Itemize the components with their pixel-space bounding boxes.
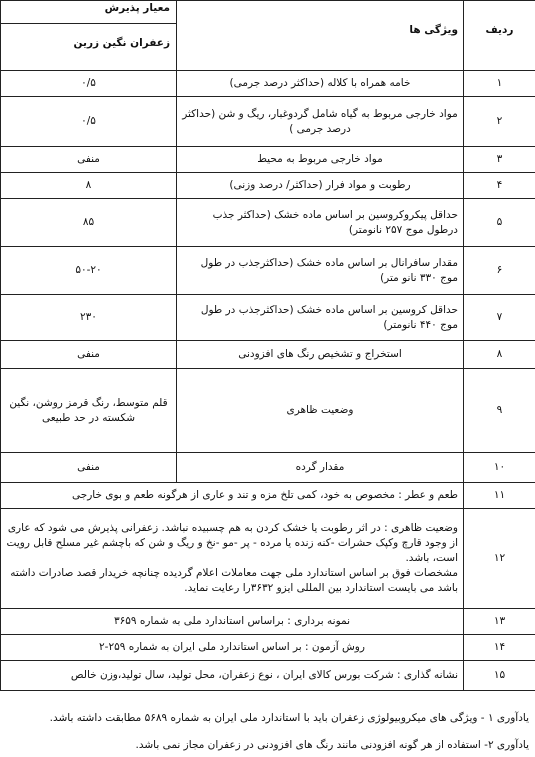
header-properties-label: ویژگی ها — [409, 24, 458, 36]
table-row — [1, 147, 535, 173]
table-row — [1, 173, 535, 199]
row-property: وضعیت ظاهری — [177, 369, 464, 453]
table-row — [1, 97, 535, 147]
row-number: ۵ — [464, 199, 535, 247]
footnote-2: یادآوری ۲- استفاده از هر گونه افزودنی مانند رنگ های افزودنی در زعفران مجاز نمی باشد. — [135, 739, 529, 751]
row-value: ۸ — [1, 173, 177, 199]
table-row — [1, 71, 535, 97]
row-number: ۱۲ — [464, 509, 535, 609]
header-row-no-label: ردیف — [485, 24, 514, 36]
row-value: ۰/۵ — [1, 97, 177, 147]
row-number: ۹ — [464, 369, 535, 453]
row-number: ۱۴ — [464, 635, 535, 661]
table-header-row — [1, 1, 535, 71]
table-row — [1, 199, 535, 247]
row-text: نمونه برداری : براساس استاندارد ملی به شماره ۳۶۵۹ — [1, 609, 464, 635]
row-property: حداقل پیکروکروسین بر اساس ماده خشک (حداکثر جذب درطول موج ۲۵۷ نانومتر) — [177, 199, 464, 247]
header-acceptance-label: معیار پذیرش — [1, 1, 176, 24]
row-value: ۰/۵ — [1, 71, 177, 97]
header-saffron-grade: زعفران نگین زرین — [73, 37, 170, 49]
row-number: ۱۵ — [464, 661, 535, 691]
row-number: ۷ — [464, 295, 535, 341]
table-row — [1, 453, 535, 483]
row-value: قلم متوسط، رنگ قرمز روشن، نگین شکسته در حد طبیعی — [1, 369, 177, 453]
row-property: استخراج و تشخیص رنگ های افزودنی — [177, 341, 464, 369]
row-property: خامه همراه با کلاله (حداکثر درصد جرمی) — [177, 71, 464, 97]
row-property: مواد خارجی مربوط به محیط — [177, 147, 464, 173]
row-value: ۸۵ — [1, 199, 177, 247]
row-value: منفی — [1, 147, 177, 173]
table-row — [1, 369, 535, 453]
row-number: ۲ — [464, 97, 535, 147]
row-text: نشانه گذاری : شرکت بورس کالای ایران ، نوع زعفران، محل تولید، سال تولید،وزن خالص — [1, 661, 464, 691]
row-property: حداقل کروسین بر اساس ماده خشک (حداکثرجذب در طول موج ۴۴۰ نانومتر) — [177, 295, 464, 341]
table-row — [1, 609, 535, 635]
row-text: وضعیت ظاهری : در اثر رطوبت یا خشک کردن به هم چسبیده نباشد. زعفرانی پذیرش می شود که عاری از وجود قارچ وکپک حشرات -کنه زنده یا مرده - پر -مو -نخ و ریگ و شن که باچشم غیر مسلح قابل رویت است، باشد. — [6, 522, 458, 564]
row-number: ۶ — [464, 247, 535, 295]
row-text-block — [1, 509, 464, 609]
row-number: ۱ — [464, 71, 535, 97]
header-properties — [177, 1, 464, 71]
row-value: ۵۰-۲۰ — [1, 247, 177, 295]
row-number: ۱۰ — [464, 453, 535, 483]
row-number: ۱۳ — [464, 609, 535, 635]
table-row — [1, 635, 535, 661]
row-value: منفی — [1, 453, 177, 483]
header-row-no — [464, 1, 535, 71]
table-row — [1, 483, 535, 509]
footnote-1: یادآوری ۱ - ویژگی های میکروبیولوژی زعفران باید با استاندارد ملی ایران به شماره ۵۶۸۹ مطابقت داشته باشد. — [49, 712, 529, 724]
row-number: ۳ — [464, 147, 535, 173]
table-row — [1, 247, 535, 295]
row-value: ۲۳۰ — [1, 295, 177, 341]
row-property: مقدار سافرانال بر اساس ماده خشک (حداکثرجذب در طول موج ۳۳۰ نانو متر) — [177, 247, 464, 295]
row-number: ۸ — [464, 341, 535, 369]
header-acceptance — [1, 1, 177, 71]
row-number: ۴ — [464, 173, 535, 199]
row-property: مواد خارجی مربوط به گیاه شامل گردوغبار، ریگ و شن (حداکثر درصد جرمی ) — [177, 97, 464, 147]
row-text: روش آزمون : بر اساس استاندارد ملی ایران به شماره ۲۵۹-۲ — [1, 635, 464, 661]
row-value: منفی — [1, 341, 177, 369]
table-row — [1, 661, 535, 691]
row-text: طعم و عطر : مخصوص به خود، کمی تلخ مزه و تند و عاری از هرگونه طعم و بوی خارجی — [1, 483, 464, 509]
table-row — [1, 341, 535, 369]
row-property: رطوبت و مواد فرار (حداکثر/ درصد وزنی) — [177, 173, 464, 199]
row-number: ۱۱ — [464, 483, 535, 509]
row-property: مقدار گرده — [177, 453, 464, 483]
table-row — [1, 295, 535, 341]
table-row — [1, 509, 535, 609]
row-text-secondary: مشخصات فوق بر اساس استاندارد ملی جهت معاملات اعلام گردیده چنانچه خریدار قصد صادرات داشته باشد می بایست استاندارد بین المللی ایزو ۳۶۳۲را رعایت نماید. — [10, 567, 458, 594]
